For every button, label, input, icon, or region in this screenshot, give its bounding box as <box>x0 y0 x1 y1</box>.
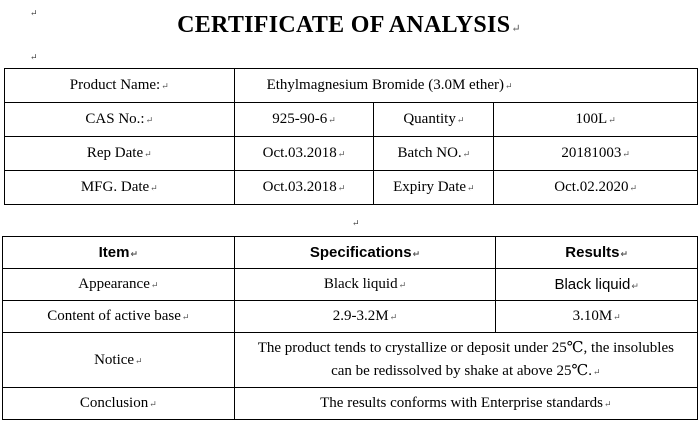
cell-text: Specifications <box>309 244 412 261</box>
cell-mark: ↵ <box>462 149 471 159</box>
cell-mark: ↵ <box>608 115 616 125</box>
product-name-label <box>5 69 235 103</box>
expiry-value <box>494 171 698 205</box>
cell-text: Appearance <box>78 276 150 292</box>
mfg-date-value <box>234 171 374 205</box>
page-title <box>0 12 698 39</box>
cell-text: The results conforms with Enterprise standards <box>320 395 603 411</box>
cell-mark: ↵ <box>150 280 159 290</box>
notice-line-2-text: can be redissolved by shake at above 25℃. <box>331 362 592 379</box>
cell-text: Black liquid <box>323 276 398 292</box>
cell-mark: ↵ <box>150 183 158 193</box>
cell-mark: ↵ <box>161 81 169 91</box>
quantity-value <box>494 103 698 137</box>
paragraph-mark: ↵ <box>511 23 521 35</box>
expiry-label <box>374 171 494 205</box>
cell-text: Black liquid <box>554 276 631 293</box>
cell-text: Content of active base <box>47 308 181 324</box>
cell-mark: ↵ <box>592 366 601 377</box>
cell-text: Rep Date <box>86 145 144 161</box>
cell-text: 2.9-3.2M <box>332 308 389 324</box>
table-row <box>5 171 698 205</box>
rep-date-label <box>5 137 235 171</box>
appearance-item <box>3 269 235 301</box>
batch-label <box>374 137 494 171</box>
cell-text: Item <box>98 244 130 261</box>
paragraph-mark: ↵ <box>30 8 38 18</box>
cell-mark: ↵ <box>505 81 513 91</box>
cell-text: 20181003 <box>561 145 622 161</box>
table-row <box>3 237 698 269</box>
col-header-specifications <box>234 237 496 269</box>
paragraph-mark: ↵ <box>352 218 360 228</box>
paragraph-mark: ↵ <box>30 52 38 62</box>
cell-mark: ↵ <box>130 249 139 259</box>
results-table <box>2 236 698 420</box>
cell-mark: ↵ <box>149 399 157 409</box>
quantity-label <box>374 103 494 137</box>
cell-mark: ↵ <box>622 149 630 159</box>
cell-text: 100L <box>575 111 608 127</box>
cell-mark: ↵ <box>613 312 621 322</box>
table-row <box>5 103 698 137</box>
cell-text: Oct.02.2020 <box>554 179 629 195</box>
cell-text: Ethylmagnesium Bromide (3.0M ether) <box>266 77 505 93</box>
content-item <box>3 301 235 333</box>
cell-mark: ↵ <box>389 312 398 322</box>
cell-mark: ↵ <box>181 312 190 322</box>
cell-mark: ↵ <box>145 115 154 125</box>
cell-mark: ↵ <box>337 149 346 159</box>
cell-text: Product Name: <box>69 77 161 93</box>
cell-text: Quantity <box>403 111 456 127</box>
cell-text: Oct.03.2018 <box>262 145 337 161</box>
notice-text <box>234 333 697 388</box>
title-text: CERTIFICATE OF ANALYSIS <box>177 12 511 38</box>
cell-mark: ↵ <box>456 115 465 125</box>
conclusion-text <box>234 388 697 420</box>
cell-text: CAS No.: <box>85 111 145 127</box>
table-row <box>3 333 698 388</box>
cell-mark: ↵ <box>603 399 612 409</box>
cell-mark: ↵ <box>620 249 629 259</box>
cell-text: Oct.03.2018 <box>262 179 337 195</box>
cas-value <box>234 103 374 137</box>
appearance-result <box>496 269 698 301</box>
cell-mark: ↵ <box>631 281 639 291</box>
cell-mark: ↵ <box>144 149 152 159</box>
cell-mark: ↵ <box>467 183 475 193</box>
cell-mark: ↵ <box>135 355 143 366</box>
col-header-results <box>496 237 698 269</box>
notice-item <box>3 333 235 388</box>
table-row <box>3 301 698 333</box>
content-result <box>496 301 698 333</box>
appearance-spec <box>234 269 496 301</box>
product-name-value <box>234 69 697 103</box>
conclusion-item <box>3 388 235 420</box>
rep-date-value <box>234 137 374 171</box>
cas-label <box>5 103 235 137</box>
cell-mark: ↵ <box>398 280 407 290</box>
cell-text: Results <box>565 244 620 261</box>
cell-text: Batch NO. <box>397 145 462 161</box>
cell-text: 925-90-6 <box>272 111 328 127</box>
cell-mark: ↵ <box>337 183 346 193</box>
mfg-date-label <box>5 171 235 205</box>
col-header-item <box>3 237 235 269</box>
notice-line-2 <box>235 360 697 384</box>
cell-text: 3.10M <box>572 308 613 324</box>
cell-text: Expiry Date <box>393 179 467 195</box>
table-row <box>3 269 698 301</box>
product-info-table <box>4 68 698 205</box>
content-spec <box>234 301 496 333</box>
batch-value <box>494 137 698 171</box>
table-row <box>5 69 698 103</box>
table-row <box>5 137 698 171</box>
cell-mark: ↵ <box>629 183 637 193</box>
cell-mark: ↵ <box>412 249 421 259</box>
cell-text: MFG. Date <box>80 179 150 195</box>
cell-text: Conclusion <box>79 395 149 411</box>
cell-text: Notice <box>94 351 135 368</box>
table-row <box>3 388 698 420</box>
notice-line-1: The product tends to crystallize or deposit under 25℃, the insolubles <box>257 339 674 356</box>
cell-mark: ↵ <box>328 115 336 125</box>
